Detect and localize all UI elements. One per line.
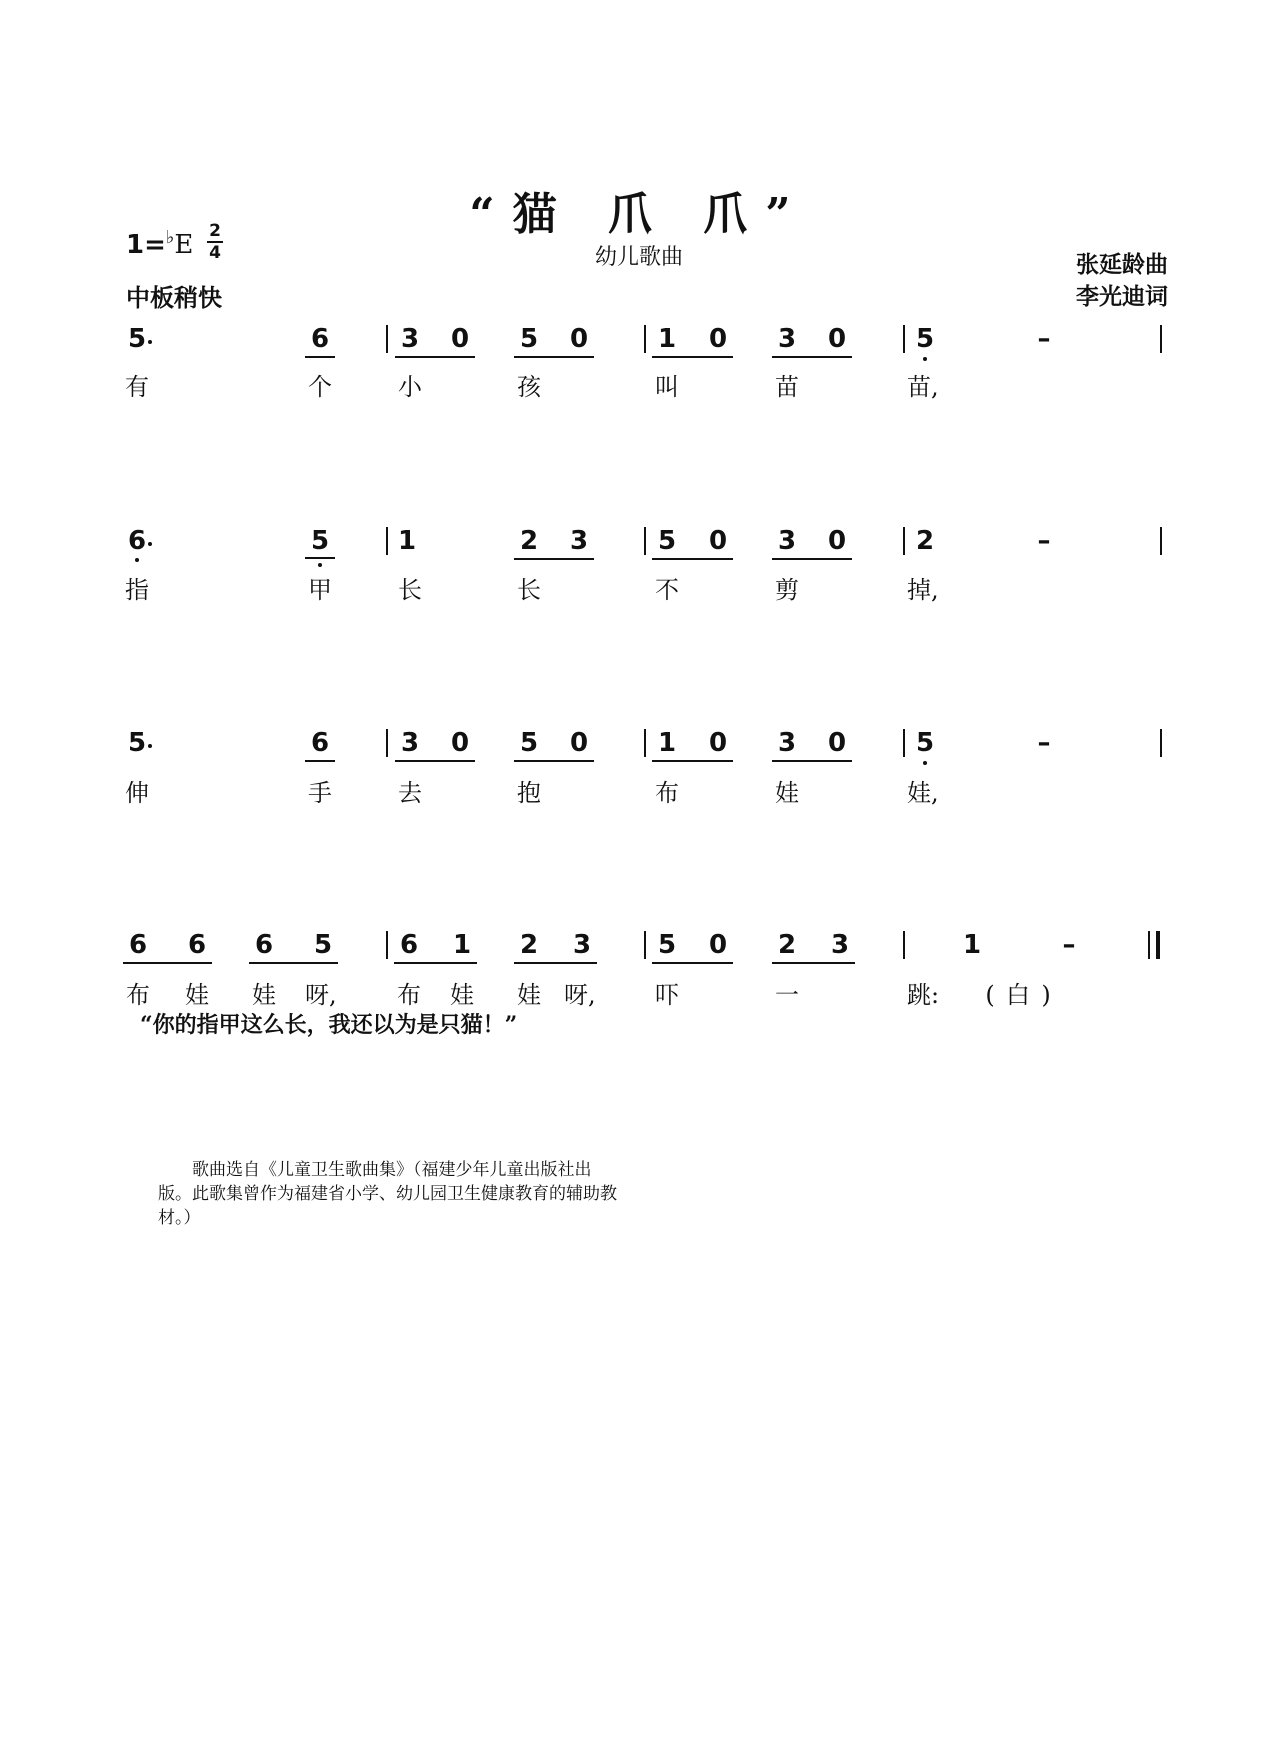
note: 5 — [519, 324, 539, 354]
note: 0 — [708, 526, 728, 556]
lyric: 小 — [398, 373, 422, 401]
time-top: 2 — [209, 221, 221, 241]
underline — [514, 356, 594, 358]
note: 3 — [569, 526, 589, 556]
lyric: 娃 — [185, 981, 209, 1009]
lyric: 个 — [308, 373, 332, 401]
note: 6 — [254, 930, 274, 960]
underline — [123, 962, 212, 964]
barline — [1160, 729, 1162, 757]
note: 3 — [400, 728, 420, 758]
lyric: 呀, — [305, 981, 337, 1009]
note: 0 — [569, 728, 589, 758]
barline — [1160, 527, 1162, 555]
note: 0 — [450, 728, 470, 758]
footnote: 歌曲选自《儿童卫生歌曲集》（福建少年儿童出版社出版。此歌集曾作为福建省小学、幼儿园卫生健康教育的辅助教材。） — [158, 1160, 617, 1228]
low-octave-dot — [135, 558, 139, 562]
augmentation-dot — [148, 340, 152, 344]
low-octave-dot — [923, 761, 927, 765]
tempo-marking: 中板稍快 — [126, 284, 222, 312]
lyric: 叫 — [655, 373, 679, 401]
final-barline-thick — [1156, 931, 1160, 959]
barline — [644, 931, 646, 959]
note: 3 — [777, 526, 797, 556]
note: 0 — [827, 324, 847, 354]
note: 6 — [127, 526, 147, 556]
underline — [305, 557, 335, 559]
lyric: 抱 — [517, 779, 541, 807]
lyric: 吓 — [655, 981, 679, 1009]
note: 0 — [708, 324, 728, 354]
final-barline-thin — [1148, 931, 1150, 959]
note: 6 — [310, 728, 330, 758]
note: 2 — [519, 526, 539, 556]
note: 3 — [830, 930, 850, 960]
underline — [652, 558, 733, 560]
note: 5 — [313, 930, 333, 960]
lyric: 孩 — [517, 373, 541, 401]
barline — [903, 325, 905, 353]
lyric: 伸 — [125, 779, 149, 807]
key-letter: E — [174, 230, 194, 260]
lyric: 有 — [125, 373, 149, 401]
underline — [394, 962, 477, 964]
lyric: 指 — [125, 576, 149, 604]
barline — [386, 729, 388, 757]
lyric: 娃, — [907, 779, 939, 807]
lyric: 娃 — [517, 981, 541, 1009]
augmentation-dot — [148, 542, 152, 546]
spoken-line: “你的指甲这么长，我还以为是只猫！” — [140, 1012, 518, 1038]
lyric: 娃 — [775, 779, 799, 807]
lyric: 布 — [655, 779, 679, 807]
note: 5 — [915, 728, 935, 758]
barline — [903, 527, 905, 555]
key-signature — [126, 227, 194, 260]
underline — [772, 760, 852, 762]
song-title: “猫 爪 爪” — [469, 189, 809, 240]
note: 2 — [915, 526, 935, 556]
underline — [652, 962, 733, 964]
lyric: 白 — [1006, 981, 1030, 1009]
lyric: 娃 — [450, 981, 474, 1009]
underline — [772, 558, 852, 560]
note: 6 — [128, 930, 148, 960]
lyric: 甲 — [308, 576, 332, 604]
note: 6 — [399, 930, 419, 960]
key-prefix: 1= — [126, 230, 166, 260]
lyric: 长 — [517, 576, 541, 604]
underline — [395, 356, 475, 358]
note: 5 — [915, 324, 935, 354]
lyric: 跳: — [907, 981, 940, 1009]
note: 0 — [569, 324, 589, 354]
note: 1 — [657, 728, 677, 758]
low-octave-dot — [923, 357, 927, 361]
underline — [305, 760, 335, 762]
underline — [514, 558, 594, 560]
note: 6 — [310, 324, 330, 354]
lyric: 娃 — [252, 981, 276, 1009]
underline — [249, 962, 338, 964]
note: 3 — [777, 728, 797, 758]
note: 5 — [657, 526, 677, 556]
lyric: 不 — [655, 576, 679, 604]
barline — [1160, 325, 1162, 353]
barline — [386, 325, 388, 353]
note: 3 — [777, 324, 797, 354]
note: 3 — [572, 930, 592, 960]
note: 1 — [452, 930, 472, 960]
time-signature — [207, 222, 223, 262]
note: 0 — [708, 728, 728, 758]
note: – — [1037, 728, 1051, 758]
note: – — [1037, 324, 1051, 354]
underline — [772, 356, 852, 358]
note: 5 — [519, 728, 539, 758]
note: – — [1037, 526, 1051, 556]
barline — [386, 527, 388, 555]
note: 6 — [187, 930, 207, 960]
note: 0 — [827, 728, 847, 758]
lyric: 长 — [398, 576, 422, 604]
lyric: 呀, — [564, 981, 596, 1009]
lyric: 掉, — [907, 576, 939, 604]
underline — [652, 760, 733, 762]
lyric: 苗 — [775, 373, 799, 401]
lyric: 去 — [398, 779, 422, 807]
barline — [903, 729, 905, 757]
barline — [644, 527, 646, 555]
flat-sign: ♭ — [165, 227, 175, 248]
underline — [772, 962, 855, 964]
lyric: ( — [985, 981, 995, 1009]
composer-credit: 张延龄曲 — [1076, 251, 1168, 278]
lyric: 苗, — [907, 373, 939, 401]
lyric: ) — [1041, 981, 1051, 1009]
note: 1 — [962, 930, 982, 960]
lyric: 剪 — [775, 576, 799, 604]
augmentation-dot — [148, 744, 152, 748]
barline — [644, 729, 646, 757]
low-octave-dot — [318, 563, 322, 567]
lyric: 手 — [308, 779, 332, 807]
note: 0 — [450, 324, 470, 354]
barline — [644, 325, 646, 353]
note: 5 — [127, 324, 147, 354]
note: 5 — [127, 728, 147, 758]
barline — [386, 931, 388, 959]
lyric: 布 — [126, 981, 150, 1009]
note: 5 — [657, 930, 677, 960]
note: 0 — [708, 930, 728, 960]
lyric: 一 — [775, 981, 799, 1009]
note: 1 — [397, 526, 417, 556]
underline — [652, 356, 733, 358]
time-bottom: 4 — [209, 243, 221, 263]
underline — [514, 760, 594, 762]
song-subtitle: 幼儿歌曲 — [594, 245, 683, 270]
barline — [903, 931, 905, 959]
note: 2 — [777, 930, 797, 960]
lyric: 布 — [397, 981, 421, 1009]
note: – — [1062, 930, 1076, 960]
underline — [514, 962, 597, 964]
note: 0 — [827, 526, 847, 556]
note: 1 — [657, 324, 677, 354]
underline — [395, 760, 475, 762]
note: 5 — [310, 526, 330, 556]
underline — [305, 356, 335, 358]
note: 2 — [519, 930, 539, 960]
lyricist-credit: 李光迪词 — [1076, 283, 1168, 310]
note: 3 — [400, 324, 420, 354]
